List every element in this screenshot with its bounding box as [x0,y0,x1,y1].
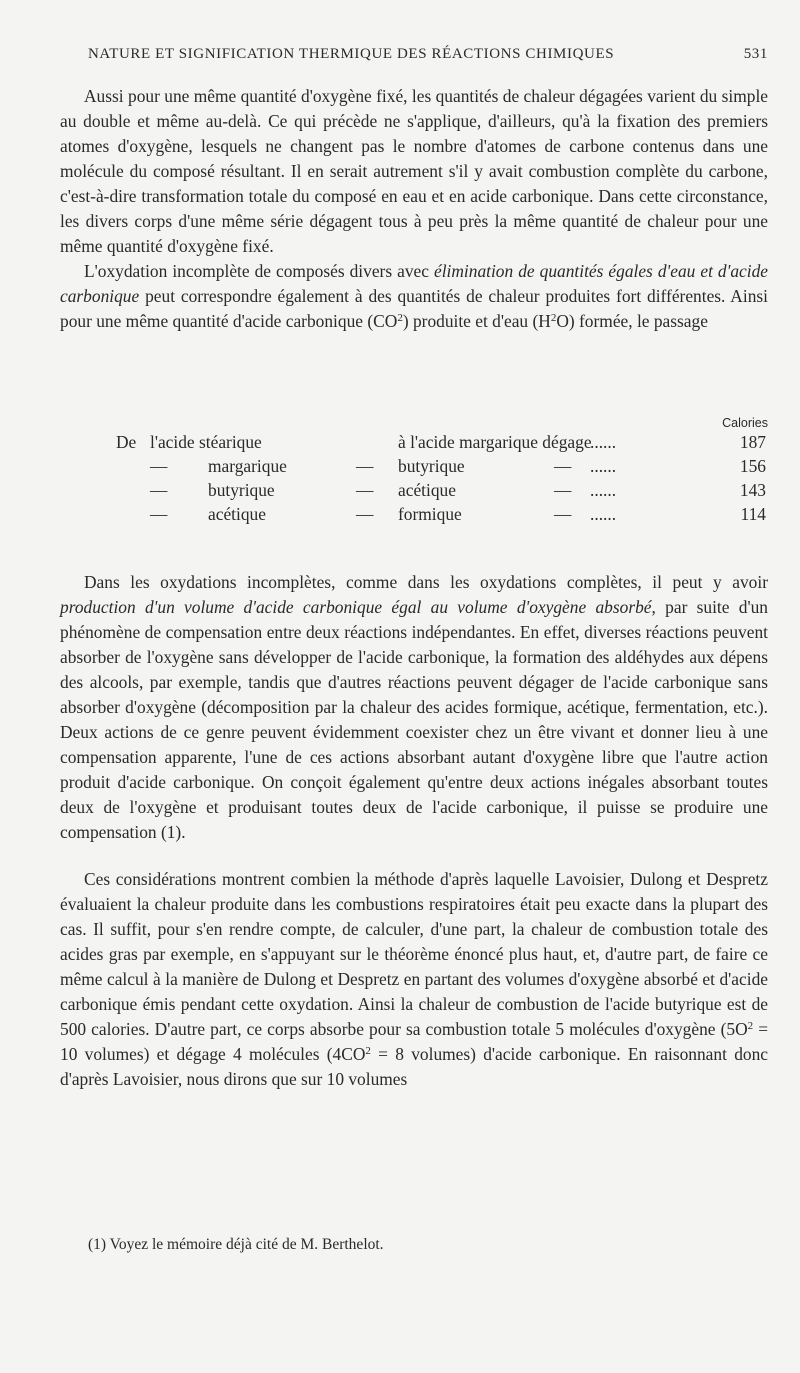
calorie-value: 156 [739,456,766,476]
top-text-block [60,84,768,334]
paragraph-4: Ces considérations montrent combien la méthode d'après laquelle Lavoisier, Dulong et Despretz évaluaient la chaleur produite dans les combustions respiratoires était peu exacte dans la plupart des cas. Il suffit, pour s'en rendre compte, de calculer, d'une part, la chaleur de combustion totale des acides gras par exemple, en s'appuyant sur le théorème énoncé plus haut, et, d'autre part, de faire ce même calcul à la manière de Dulong et Despretz en partant des volumes d'oxygène absorbé et d'acide carbonique émis pendant cette oxydation. Ainsi la chaleur de combustion de l'acide butyrique est de 500 calories. D'autre part, ce corps absorbe pour sa combustion totale 5 molécules d'oxygène ($5O^2 = 10$ volumes) et dégage 4 molécules ($4CO^2 = 8$ volumes) d'acide carbonique. En raisonnant donc d'après Lavoisier, nous dirons que sur 10 volumes [60,869,769,1089]
emphasis: élimination de quantités égales d'eau et d'acide carbonique [60,261,769,306]
page-number: 531 [743,46,768,62]
calorie-value: 114 [740,504,766,524]
paragraph-3: Dans les oxydations incomplètes, comme dans les oxydations complètes, il peut y avoir production d'un volume d'acide carbonique égal au volume d'oxygène absorbé, par suite d'un phénomène de compensation entre deux réactions indépendantes. En effet, diverses réactions peuvent absorber de l'oxygène sans développer de l'acide carbonique, la formation des aldéhydes aux dépens des alcools, par exemple, tandis que d'autres réactions peuvent dégager de l'acide carbonique sans absorber d'oxygène (décomposition par la chaleur des acides formique, acétique, fermentation, etc.). Deux actions de ce genre peuvent évidemment coexister chez un être vivant et donner lieu à une compensation apparente, l'une de ces actions absorbant autant d'oxygène libre que l'autre action produit d'acide carbonique. On conçoit également qu'entre deux actions inégales absorbant toutes deux de l'oxygène et produisant toutes deux de l'acide carbonique, il puisse se produire une compensation (1). [60,572,768,842]
running-title: NATURE ET SIGNIFICATION THERMIQUE DES RÉACTIONS CHIMIQUES [88,46,615,62]
table-row: De l'acide stéarique à l'acide margarique dégage ...... 187 [116,432,766,452]
paragraph-2: L'oxydation incomplète de composés divers avec élimination de quantités égales d'eau et d'acide carbonique peut correspondre également à des quantités de chaleur produites fort différentes. Ainsi pour une même quantité d'acide carbonique $(CO^2)$ produite et d'eau $(H^2O)$ formée, le passage [60,261,769,331]
table-row: — margarique — butyrique — ...... 156 [150,456,766,476]
footnote: (1) Voyez le mémoire déjà cité de M. Berthelot. [88,1236,384,1253]
calorie-value: 143 [739,480,766,500]
calorie-value: 187 [739,432,766,452]
running-header [88,46,768,63]
emphasis: production d'un volume d'acide carbonique égal au volume d'oxygène absorbé [60,597,652,617]
table-row: — acétique — formique — ...... 114 [150,504,766,524]
table-row: — butyrique — acétique — ...... 143 [150,480,766,500]
unit-header: Calories [722,416,768,430]
paragraph-1: Aussi pour une même quantité d'oxygène fixé, les quantités de chaleur dégagées varient du simple au double et même au-delà. Ce qui précède ne s'applique, d'ailleurs, qu'à la fixation des premiers atomes d'oxygène, lesquels ne changent pas le nombre d'atomes de carbone contenus dans une molécule du composé résultant. Il en serait autrement s'il y avait combustion complète du carbone, c'est-à-dire transformation totale du composé en eau et en acide carbonique. Dans cette circonstance, les divers corps d'une même série dégagent tous à peu près la même quantité de chaleur pour une même quantité d'oxygène fixé. [60,86,768,256]
bottom-text-block [60,570,768,1092]
